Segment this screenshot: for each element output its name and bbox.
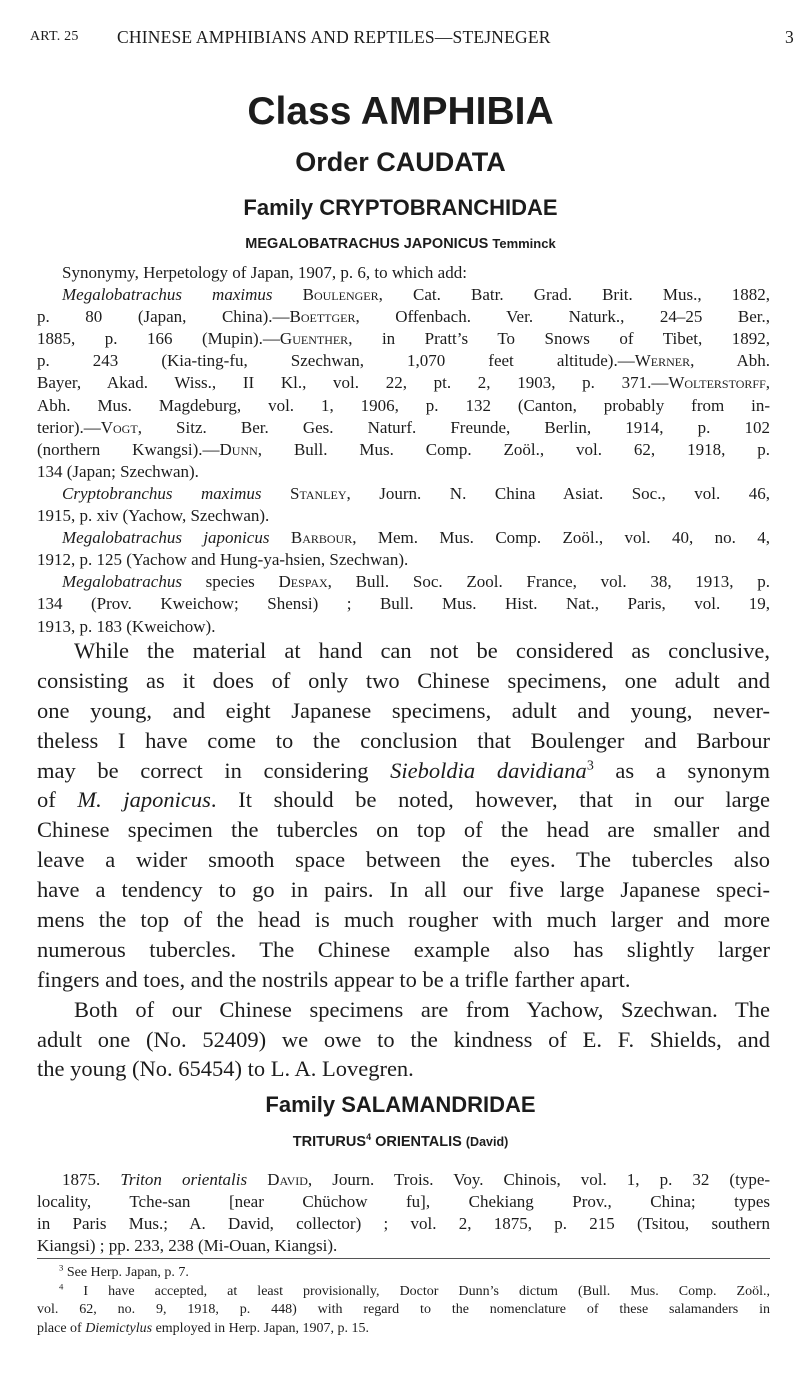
paragraph-line-segment: fingers and toes, and the nostrils appear to be a trifle farther apart. xyxy=(37,966,631,992)
footnote-line-segment: employed in Herp. Japan, 1907, p. 15. xyxy=(152,1320,370,1336)
synonymy-line-segment: Werner xyxy=(634,351,691,371)
paragraph-line xyxy=(37,965,770,995)
paragraph-line-segment: may be correct in considering xyxy=(37,757,391,783)
synonymy-line-2 xyxy=(37,1169,770,1191)
footnote-line xyxy=(37,1264,770,1283)
paragraph-line xyxy=(37,1025,770,1055)
synonymy-line-segment: Guenther xyxy=(279,329,349,349)
synonymy-line xyxy=(37,350,770,372)
synonymy-line-segment: , Journ. N. China Asiat. Soc., vol. 46, xyxy=(346,483,770,503)
species-name: MEGALOBATRACHUS JAPONICUS xyxy=(245,236,489,252)
synonymy-line-2-segment: Kiangsi) ; pp. 233, 238 (Mi-Ouan, Kiangsi). xyxy=(37,1236,338,1256)
synonymy-line-segment: , Offenbach. Ver. Naturk., 24–25 Ber., xyxy=(355,307,770,327)
synonymy-line-segment: , Abh. xyxy=(690,351,770,371)
synonymy-line-segment: p. 80 (Japan, China).— xyxy=(37,307,290,327)
paragraph-line-segment: . It should be noted, however, that in our large xyxy=(210,787,770,813)
synonymy-line-segment: Boulenger xyxy=(302,285,379,305)
paragraph-line-segment: mens the top of the head is much rougher with much larger and more xyxy=(37,907,770,933)
paragraph-line xyxy=(37,726,770,756)
synonymy-line-2 xyxy=(37,1235,770,1257)
paragraph-line-segment: of xyxy=(37,787,78,813)
synonymy-line-segment: (northern Kwangsi).— xyxy=(37,439,220,459)
synonymy-line-segment: Wolterstorff xyxy=(668,373,766,393)
synonymy-line-segment: 1912, p. 125 (Yachow and Hung-ya-hsien, Szechwan). xyxy=(37,550,409,570)
synonymy-line xyxy=(37,571,770,593)
synonymy-line-segment: Abh. Mus. Magdeburg, vol. 1, 1906, p. 132 (Canton, probably from in- xyxy=(37,395,770,415)
synonymy-line-segment: Dunn xyxy=(219,439,258,459)
synonymy-block xyxy=(37,262,770,638)
synonymy-line-segment: , Cat. Batr. Grad. Brit. Mus., 1882, xyxy=(378,285,771,305)
synonymy-line-segment: Barbour xyxy=(290,528,353,548)
synonymy-line-segment: 1913, p. 183 (Kweichow). xyxy=(37,616,216,636)
synonymy-line-segment: , Mem. Mus. Comp. Zoöl., vol. 40, no. 4, xyxy=(352,528,771,548)
paragraph-line-segment: M. japonicus xyxy=(77,787,211,813)
synonymy-line-segment xyxy=(269,528,290,547)
paragraph-line-segment: consisting as it does of only two Chinese specimens, one adult and xyxy=(37,667,770,693)
species-name-b: ORIENTALIS xyxy=(371,1134,462,1150)
article-number: ART. 25 xyxy=(30,29,79,44)
synonymy-line xyxy=(37,372,770,394)
synonymy-line-2-segment xyxy=(247,1170,267,1189)
synonymy-line xyxy=(37,527,770,549)
synonymy-line-2-segment: David xyxy=(267,1170,308,1189)
synonymy-line-segment: 1885, p. 166 (Mupin).— xyxy=(37,329,280,349)
paragraph-line-segment: numerous tubercles. The Chinese example also has slightly larger xyxy=(37,936,770,962)
synonymy-line-segment: , Sitz. Ber. Ges. Naturf. Freunde, Berlin, 1914, p. 102 xyxy=(137,417,770,437)
paragraph-line-segment: Chinese specimen the tubercles on top of the head are smaller and xyxy=(37,817,770,843)
paragraph-line xyxy=(37,905,770,935)
paragraph-line xyxy=(37,815,770,845)
synonymy-line-segment: Cryptobranchus maximus xyxy=(62,483,262,503)
species-author-2: (David) xyxy=(465,1135,509,1149)
synonymy-line xyxy=(37,328,770,350)
synonymy-line xyxy=(37,262,770,284)
synonymy-line-segment: 134 (Japan; Szechwan). xyxy=(37,461,199,481)
paragraph-line-segment: leave a wider smooth space between the eyes. The tubercles also xyxy=(37,847,770,873)
synonymy-line-2-segment: Triton orientalis xyxy=(120,1170,248,1189)
synonymy-line-segment xyxy=(261,484,290,503)
species-name-a: TRITURUS xyxy=(292,1134,367,1150)
synonymy-line xyxy=(37,284,770,306)
synonymy-line-2-segment: , Journ. Trois. Voy. Chinois, vol. 1, p. 32 (type- xyxy=(307,1170,771,1189)
footnote-line-segment: vol. 62, no. 9, 1918, p. 448) with regard to the nomenclature of these salamanders in xyxy=(37,1302,770,1318)
paragraph-line xyxy=(37,636,770,666)
synonymy-line-segment: 1915, p. xiv (Yachow, Szechwan). xyxy=(37,506,270,526)
synonymy-line-segment: Boettger xyxy=(289,307,356,327)
synonymy-line-2 xyxy=(37,1213,770,1235)
order-heading: Order CAUDATA xyxy=(295,147,506,177)
synonymy-line-segment: Vogt xyxy=(100,417,138,437)
synonymy-line-segment: Megalobatrachus maximus xyxy=(62,285,273,305)
synonymy-line xyxy=(37,439,770,461)
paragraph-line xyxy=(37,756,770,786)
synonymy-line-segment: Megalobatrachus xyxy=(62,572,182,592)
paragraph-line-segment: theless I have come to the conclusion that Boulenger and Barbour xyxy=(37,727,770,753)
synonymy-line-segment: Stanley xyxy=(290,483,347,503)
paragraph-line-segment: Both of our Chinese specimens are from Yachow, Szechwan. The xyxy=(74,996,770,1022)
paragraph-line xyxy=(37,845,770,875)
paragraph-line xyxy=(37,875,770,905)
synonymy-line-segment: species xyxy=(181,572,279,592)
footnotes xyxy=(37,1264,770,1338)
synonymy-line-segment: Bayer, Akad. Wiss., II Kl., vol. 22, pt. 2, 1903, p. 371.— xyxy=(37,373,669,393)
synonymy-line xyxy=(37,593,770,615)
family-heading-2: Family SALAMANDRIDAE xyxy=(265,1092,536,1117)
synonymy-line-2-segment: locality, Tche-san [near Chüchow fu], Chekiang Prov., China; types xyxy=(37,1192,770,1212)
synonymy-line xyxy=(37,417,770,439)
synonymy-line-2-segment: in Paris Mus.; A. David, collector) ; vol. 2, 1875, p. 215 (Tsitou, southern xyxy=(37,1214,770,1234)
paragraph-line-segment: have a tendency to go in pairs. In all our five large Japanese speci- xyxy=(37,877,770,903)
running-head-title: CHINESE AMPHIBIANS AND REPTILES—STEJNEGER xyxy=(117,27,551,47)
footnote-ref-4: 4 xyxy=(366,1132,372,1143)
synonymy-line-segment: p. 243 (Kia-ting-fu, Szechwan, 1,070 feet altitude).— xyxy=(37,351,635,371)
paragraph-line-segment: as a synonym xyxy=(593,757,770,783)
paragraph-line-segment: While the material at hand can not be considered as conclusive, xyxy=(74,638,770,663)
synonymy-line-segment: terior).— xyxy=(37,417,101,437)
synonymy-line-2 xyxy=(37,1191,770,1213)
synonymy-line-segment: , Bull. Mus. Comp. Zoöl., vol. 62, 1918, p. xyxy=(257,439,770,459)
footnote-line-segment: 3 xyxy=(59,1262,64,1273)
class-heading: Class AMPHIBIA xyxy=(247,90,554,133)
synonymy-line-2-segment: 1875. xyxy=(62,1170,121,1189)
synonymy-line xyxy=(37,306,770,328)
paragraph-line xyxy=(37,995,770,1025)
running-head xyxy=(30,27,794,49)
synonymy-block-2 xyxy=(37,1169,770,1257)
species-author: Temminck xyxy=(492,236,556,251)
synonymy-line xyxy=(37,616,770,638)
synonymy-line-segment: Megalobatrachus japonicus xyxy=(62,528,270,548)
synonymy-line-segment: Despax xyxy=(278,572,328,592)
synonymy-line xyxy=(37,461,770,483)
paragraph-line xyxy=(37,935,770,965)
paragraph-line-segment: the young (No. 65454) to L. A. Lovegren. xyxy=(37,1056,414,1082)
paragraph-line-segment: one young, and eight Japanese specimens, adult and young, never- xyxy=(37,697,770,723)
synonymy-line xyxy=(37,505,770,527)
footnote-line-segment: place of xyxy=(37,1320,86,1336)
synonymy-line-segment: , xyxy=(765,373,770,393)
synonymy-line-segment: Synonymy, Herpetology of Japan, 1907, p. 6, to which add: xyxy=(62,263,467,282)
footnote-line xyxy=(37,1301,770,1320)
species-heading xyxy=(0,236,801,252)
footnote-line-segment: See Herp. Japan, p. 7. xyxy=(63,1265,189,1280)
footnote-line-segment: I have accepted, at least provisionally, Doctor Dunn’s dictum (Bull. Mus. Comp. Zoöl., xyxy=(63,1283,770,1299)
page-number: 3 xyxy=(785,27,794,47)
footnote-line xyxy=(37,1280,770,1302)
paragraph-line xyxy=(37,696,770,726)
synonymy-line-segment: , Bull. Soc. Zool. France, vol. 38, 1913, p. xyxy=(327,572,770,592)
paragraph-line-segment: 3 xyxy=(586,758,594,774)
paragraph-line-segment: adult one (No. 52409) we owe to the kindness of E. F. Shields, and xyxy=(37,1026,770,1052)
main-paragraph xyxy=(37,636,770,1084)
footnote-line xyxy=(37,1320,770,1339)
synonymy-line xyxy=(37,395,770,417)
synonymy-line-segment: 134 (Prov. Kweichow; Shensi) ; Bull. Mus. Hist. Nat., Paris, vol. 19, xyxy=(37,594,770,614)
footnote-divider xyxy=(37,1258,770,1259)
synonymy-line-segment: , in Pratt’s To Snows of Tibet, 1892, xyxy=(348,329,770,349)
species-heading-2 xyxy=(0,1134,801,1150)
family-heading: Family CRYPTOBRANCHIDAE xyxy=(243,195,558,220)
synonymy-line-segment xyxy=(273,285,303,304)
paragraph-line xyxy=(37,1054,770,1084)
synonymy-line xyxy=(37,483,770,505)
paragraph-line xyxy=(37,785,770,815)
paragraph-line-segment: Sieboldia davidiana xyxy=(390,757,587,783)
footnote-line-segment: 4 xyxy=(59,1280,64,1291)
synonymy-line xyxy=(37,549,770,571)
footnote-line-segment: Diemictylus xyxy=(85,1320,153,1336)
paragraph-line xyxy=(37,666,770,696)
